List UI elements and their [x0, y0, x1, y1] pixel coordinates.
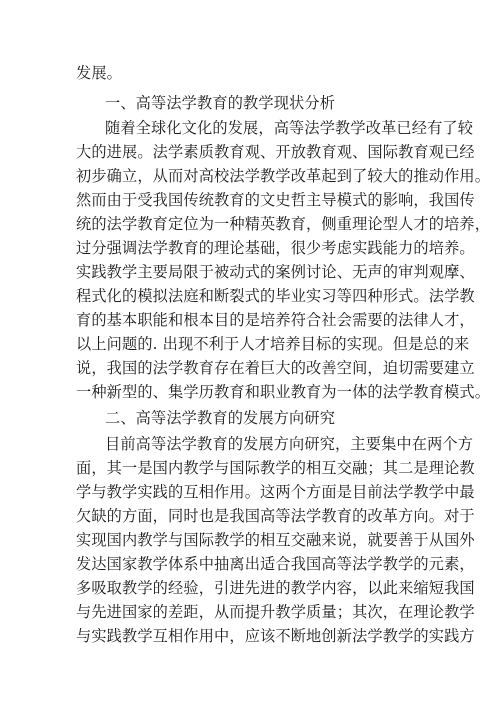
paragraph-1-line-5: 统的法学教育定位为一种精英教育，侧重理论型人才的培养，: [76, 215, 491, 233]
paragraph-1-line-8: 程式化的模拟法庭和断裂式的毕业实习等四种形式。法学教: [76, 287, 475, 305]
paragraph-2-line-4: 欠缺的方面，同时也是我国高等法学教育的改革方向。对于: [76, 507, 475, 525]
paragraph-1-line-9: 育的基本职能和根本目的是培养符合社会需要的法律人才，: [76, 311, 475, 329]
paragraph-1-line-6: 过分强调法学教育的理论基础，很少考虑实践能力的培养。: [76, 239, 475, 257]
paragraph-2-line-3: 学与教学实践的互相作用。这两个方面是目前法学教学中最: [76, 483, 475, 501]
paragraph-2-line-2: 面，其一是国内教学与国际教学的相互交融；其二是理论教: [76, 459, 475, 477]
paragraph-1-line-2: 大的进展。法学素质教育观、开放教育观、国际教育观已经: [76, 143, 475, 161]
paragraph-1-line-3: 初步确立，从而对高校法学教学改革起到了较大的推动作用。: [76, 167, 491, 185]
paragraph-2-line-5: 实现国内教学与国际教学的相互交融来说，就要善于从国外: [76, 531, 475, 549]
paragraph-2-line-8: 与先进国家的差距，从而提升教学质量；其次，在理论教学: [76, 603, 475, 621]
paragraph-2-line-7: 多吸取教学的经验，引进先进的教学内容，以此来缩短我国: [76, 579, 475, 597]
paragraph-1-line-10: 以上问题的. 出现不利于人才培养目标的实现。但是总的来: [76, 335, 470, 353]
text-line-continuation: 发展。: [76, 64, 123, 82]
paragraph-1-line-4: 然而由于受我国传统教育的文史哲主导模式的影响，我国传: [76, 191, 475, 209]
paragraph-2-line-1: 目前高等法学教育的发展方向研究，主要集中在两个方: [105, 435, 474, 453]
paragraph-1-line-1: 随着全球化文化的发展，高等法学教学改革已经有了较: [105, 119, 474, 137]
section-heading-1: 一、高等法学教育的教学现状分析: [105, 94, 336, 112]
section-heading-2: 二、高等法学教育的发展方向研究: [105, 409, 336, 427]
paragraph-2-line-9: 与实践教学互相作用中，应该不断地创新法学教学的实践方: [76, 627, 475, 645]
paragraph-2-line-6: 发达国家教学体系中抽离出适合我国高等法学教学的元素，: [76, 555, 475, 573]
paragraph-1-line-11: 说，我国的法学教育存在着巨大的改善空间，迫切需要建立: [76, 359, 475, 377]
paragraph-1-line-7: 实践教学主要局限于被动式的案例讨论、无声的审判观摩、: [76, 263, 475, 281]
paragraph-1-line-12: 一种新型的、集学历教育和职业教育为一体的法学教育模式。: [76, 383, 491, 401]
